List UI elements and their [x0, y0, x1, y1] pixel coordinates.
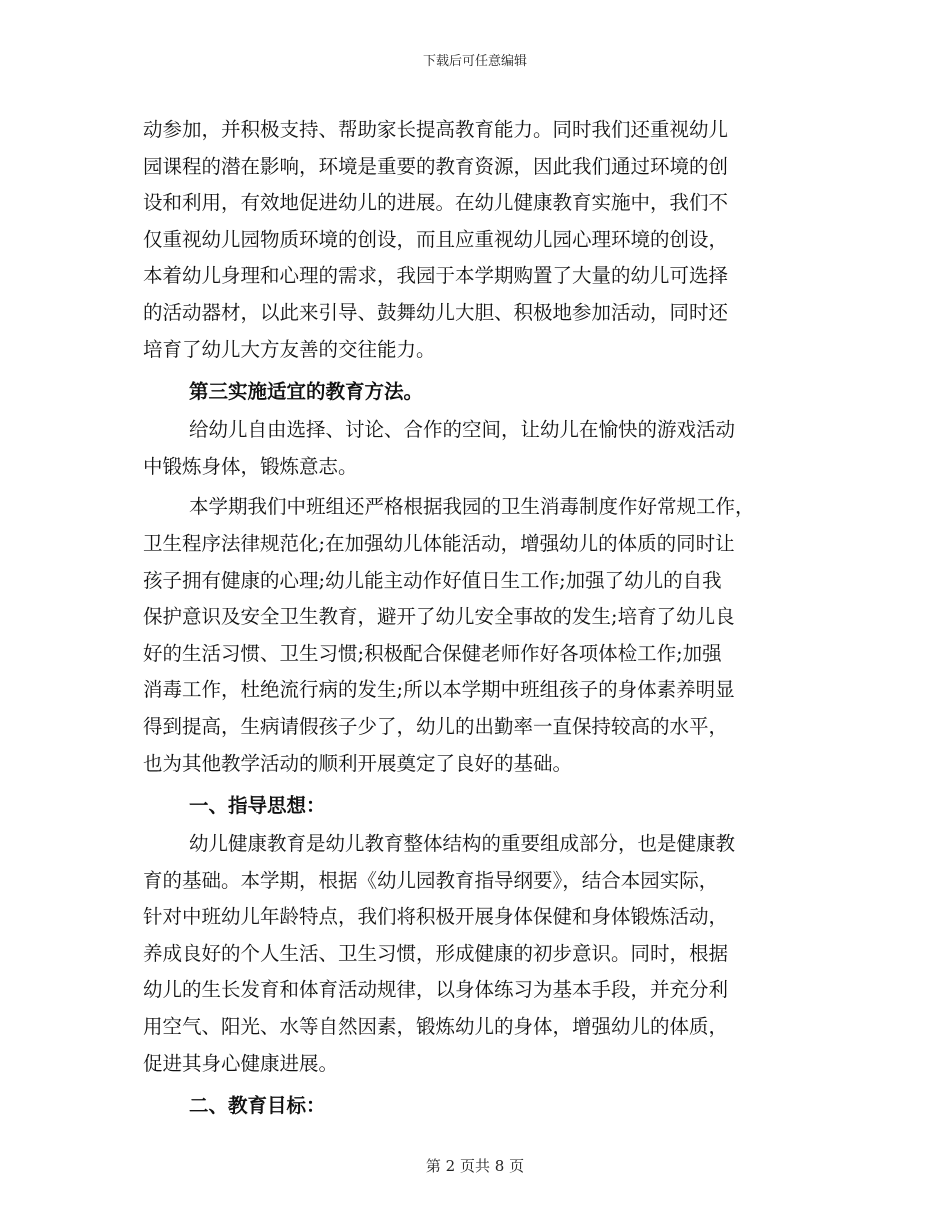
- text-line: 本学期我们中班组还严格根据我园的卫生消毒制度作好常规工作，: [189, 495, 755, 519]
- section-heading-guiding-thought: 一、指导思想：: [189, 794, 326, 818]
- text-line: 针对中班幼儿年龄特点，我们将积极开展身体保健和身体锻炼活动，: [143, 905, 729, 929]
- text-line: 培育了幼儿大方友善的交往能力。: [143, 337, 436, 361]
- text-line: 中锻炼身体，锻炼意志。: [143, 454, 358, 478]
- paragraph-1: [143, 112, 808, 368]
- text-line: 养成良好的个人生活、卫生习惯，形成健康的初步意识。同时，根据: [143, 941, 729, 965]
- text-line: 好的生活习惯、卫生习惯;积极配合保健老师作好各项体检工作;加强: [143, 641, 722, 665]
- text-line: 给幼儿自由选择、讨论、合作的空间，让幼儿在愉快的游戏活动: [189, 418, 736, 442]
- page-number: 第 2 页共 8 页: [425, 1157, 525, 1175]
- paragraph-3: [143, 489, 808, 782]
- text-line: 用空气、阳光、水等自然因素，锻炼幼儿的身体，增强幼儿的体质，: [143, 1015, 729, 1039]
- text-line: 育的基础。本学期，根据《幼儿园教育指导纲要》，结合本园实际，: [143, 868, 719, 892]
- text-line: 促进其身心健康进展。: [143, 1051, 339, 1075]
- text-line: 动参加，并积极支持、帮助家长提高教育能力。同时我们还重视幼儿: [143, 118, 729, 141]
- paragraph-2: [143, 412, 808, 485]
- text-line: 的活动器材，以此来引导、鼓舞幼儿大胆、积极地参加活动，同时还: [143, 300, 729, 324]
- text-line: 得到提高，生病请假孩子少了，幼儿的出勤率一直保持较高的水平，: [143, 714, 729, 738]
- text-line: 仅重视幼儿园物质环境的创设，而且应重视幼儿园心理环境的创设，: [143, 227, 729, 251]
- section-heading-methods: 第三实施适宜的教育方法。: [189, 380, 424, 404]
- text-line: 保护意识及安全卫生教育，避开了幼儿安全事故的发生;培育了幼儿良: [143, 605, 735, 629]
- text-line: 卫生程序法律规范化;在加强幼儿体能活动，增强幼儿的体质的同时让: [143, 531, 735, 555]
- text-line: 消毒工作，杜绝流行病的发生;所以本学期中班组孩子的身体素养明显: [143, 678, 735, 702]
- text-line: 孩子拥有健康的心理;幼儿能主动作好值日生工作;加强了幼儿的自我: [143, 568, 722, 592]
- section-heading-education-goals: 二、教育目标：: [189, 1094, 326, 1118]
- text-line: 也为其他教学活动的顺利开展奠定了良好的基础。: [143, 751, 573, 775]
- page-header-note: 下载后可任意编辑: [422, 54, 527, 69]
- text-line: 设和利用，有效地促进幼儿的进展。在幼儿健康教育实施中，我们不: [143, 191, 729, 215]
- document-body: [143, 112, 808, 1126]
- text-line: 幼儿健康教育是幼儿教育整体结构的重要组成部分，也是健康教: [189, 832, 736, 856]
- text-line: 本着幼儿身理和心理的需求，我园于本学期购置了大量的幼儿可选择: [143, 264, 729, 288]
- text-line: 幼儿的生长发育和体育活动规律，以身体练习为基本手段，并充分利: [143, 978, 729, 1002]
- text-line: 园课程的潜在影响，环境是重要的教育资源，因此我们通过环境的创: [143, 154, 729, 178]
- paragraph-4: [143, 826, 808, 1082]
